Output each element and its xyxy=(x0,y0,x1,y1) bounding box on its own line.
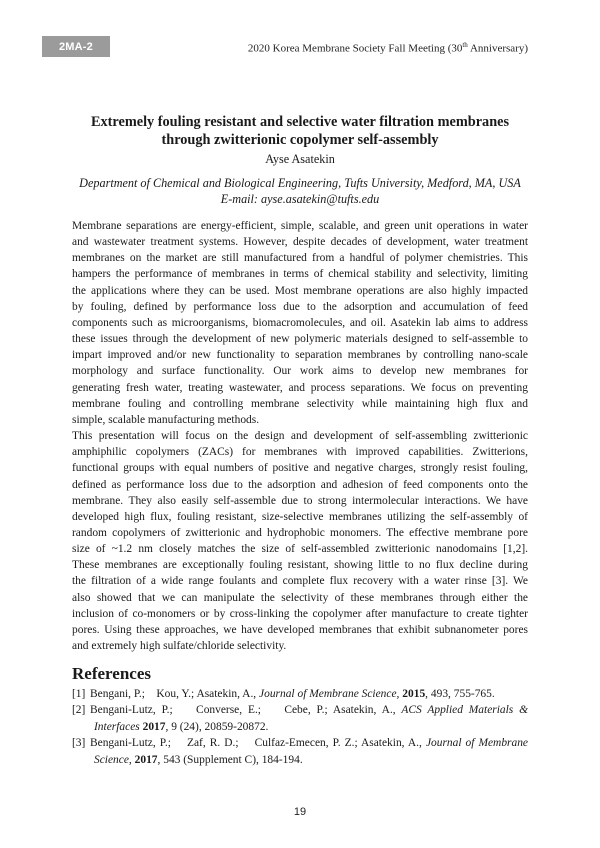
abstract-body xyxy=(72,218,528,654)
abstract-line: size of ~1.2 nm closely matches the size of self-assembled zwitterionic nanodomains [1,2]. xyxy=(72,543,528,556)
reference-year: 2015 xyxy=(399,688,426,700)
abstract-line: membrane fouling and controlling membrane selectivity while maintaining high flux and xyxy=(72,397,528,410)
abstract-line: the filtration of a wide range foulants and complete flux recovery with a water rinse [3]. We xyxy=(72,575,528,588)
reference-year: 2017 xyxy=(134,753,158,766)
author-name: Ayse Asatekin xyxy=(265,152,335,166)
reference-year: 2017 xyxy=(139,720,166,733)
abstract-line: hampers the performance of membranes in terms of chemical stability and selectivity, limiting xyxy=(72,268,528,281)
abstract-line: the applications where they can be used. Most membrane operations are also highly impacted xyxy=(72,284,528,297)
reference-journal: Journal of Membrane xyxy=(425,737,529,750)
page-number: 19 xyxy=(293,806,307,818)
reference-authors: Bengani-Lutz, P.; Zaf, R. D.; Culfaz-Emecen, P. Z.; Asatekin, A., xyxy=(90,737,422,750)
abstract-line: generating fresh water, treating wastewater, and process separations. We focus on preventing xyxy=(72,381,528,394)
reference-journal-cont: Science xyxy=(94,753,129,766)
abstract-line: functional groups with equal numbers of positive and negative charges, strongly resist fouling, xyxy=(72,462,528,475)
reference-number: [2] xyxy=(72,704,86,717)
session-tag: 2MA-2 xyxy=(42,36,110,57)
references-heading: References xyxy=(72,664,151,683)
abstract-line: simple, scalable manufacturing methods. xyxy=(72,413,260,426)
abstract-line: These membranes are exceptionally fouling resistant, showing little to no flux decline during xyxy=(72,559,528,572)
author-email: E-mail: ayse.asatekin@tufts.edu xyxy=(220,192,380,206)
abstract-paragraph-1 xyxy=(72,218,528,428)
abstract-line: random copolymers of zwitterionic and hydrophobic monomers. The effective membrane pore xyxy=(72,526,528,539)
abstract-line: amphiphilic copolymers (ZACs) for membranes with improved capabilities. Zwitterions, xyxy=(72,446,528,459)
references-list xyxy=(72,686,528,768)
abstract-line: defined as performance loss due to the adsorption and adhesion of feed components onto the xyxy=(72,478,528,491)
abstract-line: developed high flux, fouling resistant, size-selective membranes utilizing the self-assembly of xyxy=(72,510,528,523)
reference-item xyxy=(72,702,528,735)
abstract-line: these issues through the development of new polymeric materials designed to self-assemble to xyxy=(72,333,528,346)
abstract-line: Membrane separations are energy-efficient, simple, scalable, and green unit operations in water xyxy=(72,220,528,232)
abstract-line: morphology and surface functionality. Our work aims to develop new membranes for xyxy=(72,365,528,378)
reference-line xyxy=(90,719,528,735)
running-head-prefix: 2020 Korea Membrane Society Fall Meeting (30 xyxy=(247,42,463,55)
reference-line: Science, 2017, 543 (Supplement C), 184-194. xyxy=(94,753,303,766)
reference-journal-cont: Interfaces xyxy=(94,720,140,733)
reference-item xyxy=(72,686,528,702)
running-head-suffix: Anniversary) xyxy=(467,42,528,55)
reference-item xyxy=(72,735,528,768)
reference-journal: ACS Applied Materials & xyxy=(401,704,528,717)
title-line: Extremely fouling resistant and selective water filtration membranes xyxy=(90,114,510,130)
running-head-superscript: th xyxy=(462,41,468,49)
abstract-paragraph-2 xyxy=(72,428,528,654)
reference-details: , 493, 755-765. xyxy=(425,688,495,700)
abstract-line: and extremely high sulfate/chloride selectivity. xyxy=(72,640,287,653)
paper-title xyxy=(72,113,528,149)
reference-journal: Journal of Membrane Science, xyxy=(259,688,400,700)
reference-number: [1] xyxy=(72,688,86,700)
abstract-line: also showed that we can manipulate the selectivity of these membranes through either the xyxy=(72,591,528,604)
reference-number: [3] xyxy=(72,737,86,750)
abstract-line: by fouling, defined by performance loss due to the adsorption and accumulation of feed xyxy=(72,300,528,313)
reference-details: , 9 (24), 20859-20872. xyxy=(165,720,269,733)
abstract-line: This presentation will focus on the design and development of self-assembling zwitterionic xyxy=(72,430,528,443)
reference-authors: Bengani, P.; Kou, Y.; Asatekin, A., xyxy=(90,688,260,700)
running-head xyxy=(248,41,528,55)
reference-line xyxy=(90,702,528,718)
abstract-line: impart improved and/or new functionality to separation membranes by controlling nano-scale xyxy=(72,349,528,362)
affiliation: Department of Chemical and Biological Engineering, Tufts University, Medford, MA, USA xyxy=(79,176,521,190)
abstract-line: inclusion of co-monomers or by cross-linking the copolymer after manufacture to create tighter xyxy=(72,607,528,620)
reference-line xyxy=(90,735,528,751)
title-line: through zwitterionic copolymer self-assembly xyxy=(161,132,439,148)
affiliation-block xyxy=(72,175,528,207)
reference-details: , 543 (Supplement C), 184-194. xyxy=(157,753,303,766)
abstract-line: pores. Using these approaches, we have developed membranes that exhibit subnanometer pores xyxy=(72,623,528,636)
reference-authors: Bengani-Lutz, P.; Converse, E.; Cebe, P.; Asatekin, A., xyxy=(90,704,396,717)
abstract-line: membrane. They also easily self-assemble due to strong intermolecular interactions. We have xyxy=(72,494,528,507)
abstract-line: and wastewater treatment systems. However, despite decades of development, water treatment xyxy=(72,236,528,249)
abstract-line: components such as microorganisms, biomacromolecules, and oil. Asatekin lab aims to address xyxy=(72,316,528,329)
abstract-line: membranes on the market are still manufactured from a handful of polymer chemistries. This xyxy=(72,252,528,265)
reference-line xyxy=(90,686,528,702)
